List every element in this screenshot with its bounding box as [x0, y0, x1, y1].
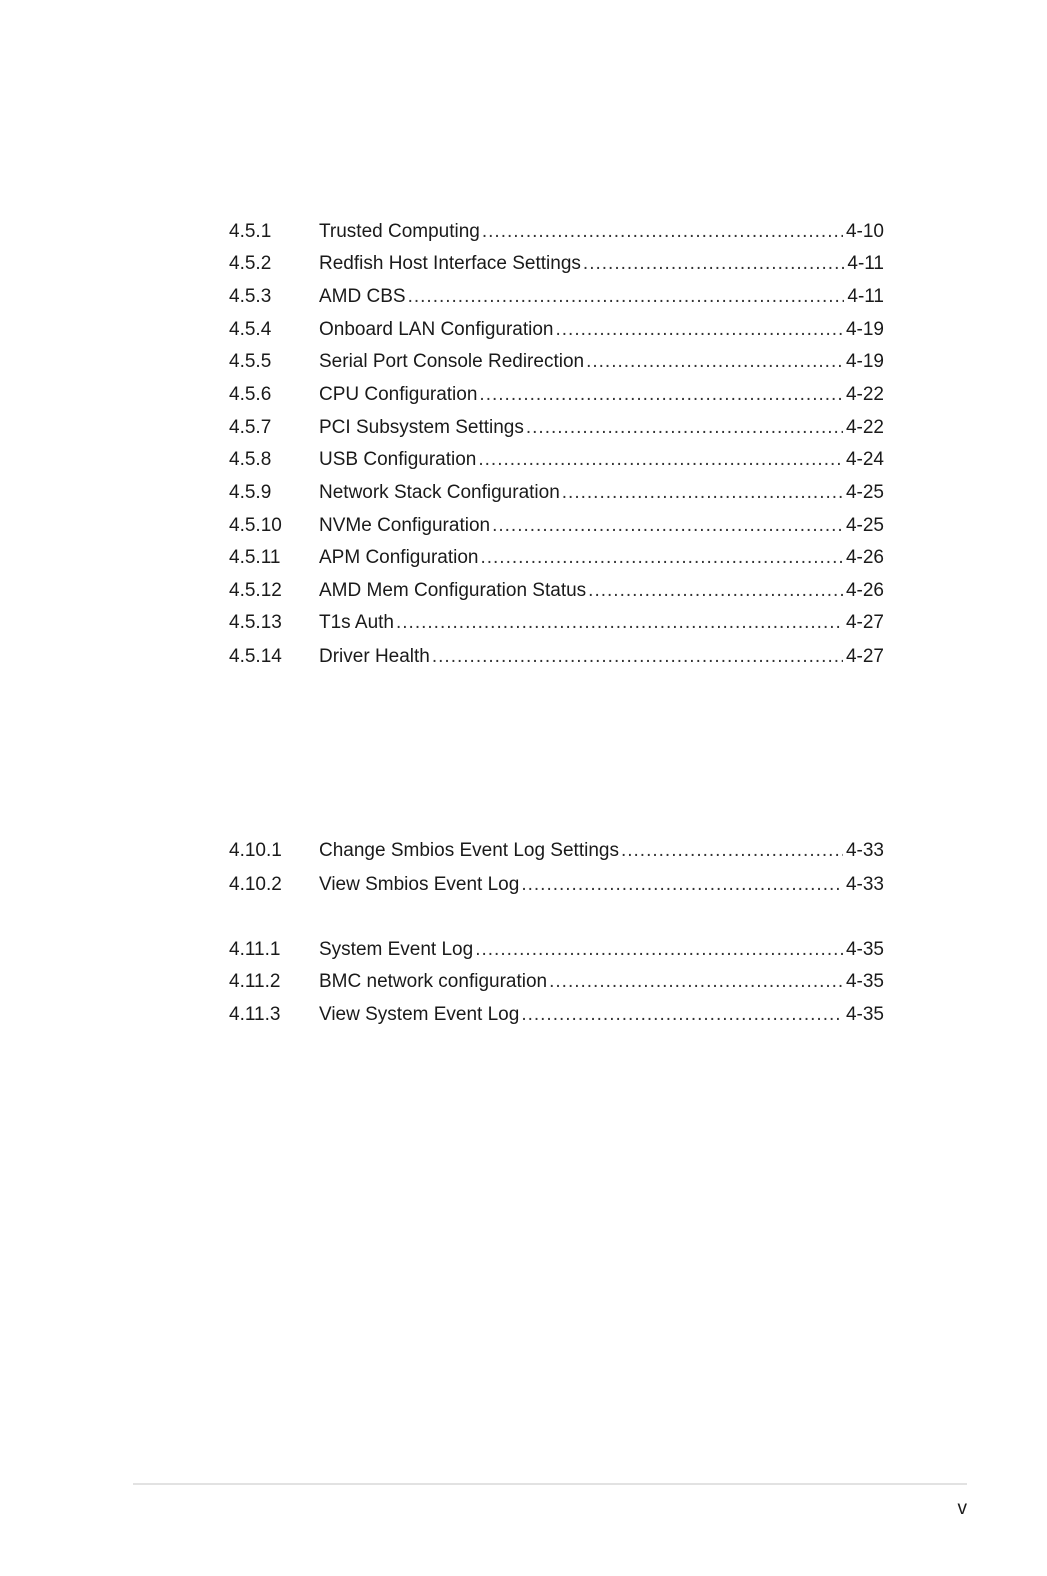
toc-entry-page: 4-11	[847, 286, 884, 307]
toc-entry-page: 4-35	[845, 971, 884, 992]
toc-entry-title: Serial Port Console Redirection	[319, 351, 585, 372]
toc-entry-page: 4-27	[845, 612, 884, 633]
toc-entry-number: 4.5.6	[229, 384, 272, 405]
toc-entry[interactable]	[229, 382, 884, 408]
toc-entry-number: 4.11.2	[229, 971, 281, 992]
toc-dot-leader	[621, 838, 843, 864]
toc-entry[interactable]	[229, 644, 884, 670]
toc-dot-leader	[562, 480, 843, 506]
toc-entry-title: Redfish Host Interface Settings	[319, 253, 581, 274]
toc-entry-title: System Event Log	[319, 939, 474, 960]
toc-entry-title: PCI Subsystem Settings	[319, 417, 524, 438]
toc-entry[interactable]	[229, 349, 884, 375]
page-number: v	[957, 1498, 967, 1519]
toc-entry-title: Change Smbios Event Log Settings	[319, 840, 619, 861]
toc-entry-number: 4.5.12	[229, 580, 282, 601]
toc-entry-number: 4.11.1	[229, 939, 281, 960]
toc-entry-number: 4.5.14	[229, 646, 282, 667]
toc-entry-title: CPU Configuration	[319, 384, 478, 405]
toc-entry[interactable]	[229, 838, 884, 864]
toc-entry[interactable]	[229, 969, 884, 995]
toc-dot-leader	[432, 644, 843, 670]
toc-entry-page: 4-24	[845, 449, 884, 470]
toc-entry-title: BMC network configuration	[319, 971, 548, 992]
toc-entry-number: 4.5.8	[229, 449, 272, 470]
toc-entry-title: Onboard LAN Configuration	[319, 319, 554, 340]
toc-entry-title: NVMe Configuration	[319, 515, 491, 536]
toc-entry-page: 4-35	[845, 939, 884, 960]
toc-entry[interactable]	[229, 415, 884, 441]
toc-dot-leader	[521, 1002, 843, 1028]
toc-entry[interactable]	[229, 284, 884, 310]
toc-dot-leader	[526, 415, 843, 441]
toc-dot-leader	[588, 578, 843, 604]
toc-entry-page: 4-33	[845, 840, 884, 861]
toc-dot-leader	[480, 545, 843, 571]
toc-entry-number: 4.5.4	[229, 319, 272, 340]
toc-entry[interactable]	[229, 219, 884, 245]
toc-entry-title: Network Stack Configuration	[319, 482, 560, 503]
toc-entry-number: 4.11.3	[229, 1004, 281, 1025]
toc-entry-page: 4-22	[845, 384, 884, 405]
toc-entry-page: 4-19	[845, 319, 884, 340]
toc-dot-leader	[586, 349, 843, 375]
toc-dot-leader	[492, 513, 843, 539]
toc-entry-number: 4.5.11	[229, 547, 281, 568]
toc-entry-number: 4.5.13	[229, 612, 282, 633]
toc-entry-page: 4-22	[845, 417, 884, 438]
toc-entry-page: 4-33	[845, 874, 884, 895]
toc-entry-page: 4-10	[845, 221, 884, 242]
toc-entry[interactable]	[229, 872, 884, 898]
toc-entry-title: USB Configuration	[319, 449, 477, 470]
toc-entry[interactable]	[229, 251, 884, 277]
toc-dot-leader	[555, 317, 842, 343]
toc-entry[interactable]	[229, 513, 884, 539]
toc-entry-title: AMD CBS	[319, 286, 406, 307]
toc-entry-number: 4.10.2	[229, 874, 282, 895]
toc-entry[interactable]	[229, 480, 884, 506]
toc-entry-page: 4-26	[845, 547, 884, 568]
toc-entry-title: View Smbios Event Log	[319, 874, 520, 895]
toc-entry-title: APM Configuration	[319, 547, 479, 568]
toc-entry-number: 4.5.1	[229, 221, 272, 242]
toc-entry-title: Trusted Computing	[319, 221, 480, 242]
toc-entry-number: 4.10.1	[229, 840, 282, 861]
toc-entry-title: Driver Health	[319, 646, 430, 667]
toc-entry-number: 4.5.7	[229, 417, 272, 438]
toc-entry[interactable]	[229, 317, 884, 343]
toc-entry-page: 4-26	[845, 580, 884, 601]
toc-entry[interactable]	[229, 1002, 884, 1028]
toc-dot-leader	[482, 219, 843, 245]
toc-entry[interactable]	[229, 937, 884, 963]
toc-entry-page: 4-25	[845, 482, 884, 503]
toc-entry-number: 4.5.2	[229, 253, 272, 274]
toc-entry-title: T1s Auth	[319, 612, 394, 633]
toc-entry-title: View System Event Log	[319, 1004, 520, 1025]
toc-entry-number: 4.5.5	[229, 351, 272, 372]
toc-entry[interactable]	[229, 447, 884, 473]
toc-entry-page: 4-19	[845, 351, 884, 372]
toc-dot-leader	[521, 872, 843, 898]
toc-dot-leader	[583, 251, 844, 277]
toc-dot-leader	[478, 447, 843, 473]
toc-dot-leader	[408, 284, 845, 310]
toc-entry-page: 4-11	[847, 253, 884, 274]
toc-dot-leader	[549, 969, 843, 995]
toc-dot-leader	[396, 610, 843, 636]
toc-entry-page: 4-35	[845, 1004, 884, 1025]
toc-entry[interactable]	[229, 545, 884, 571]
toc-entry[interactable]	[229, 610, 884, 636]
toc-entry-title: AMD Mem Configuration Status	[319, 580, 587, 601]
toc-entry-number: 4.5.3	[229, 286, 272, 307]
toc-entry[interactable]	[229, 578, 884, 604]
toc-entry-page: 4-27	[845, 646, 884, 667]
toc-entry-number: 4.5.10	[229, 515, 282, 536]
toc-entry-number: 4.5.9	[229, 482, 272, 503]
footer-divider	[133, 1483, 967, 1485]
toc-dot-leader	[479, 382, 843, 408]
toc-dot-leader	[475, 937, 843, 963]
toc-entry-page: 4-25	[845, 515, 884, 536]
